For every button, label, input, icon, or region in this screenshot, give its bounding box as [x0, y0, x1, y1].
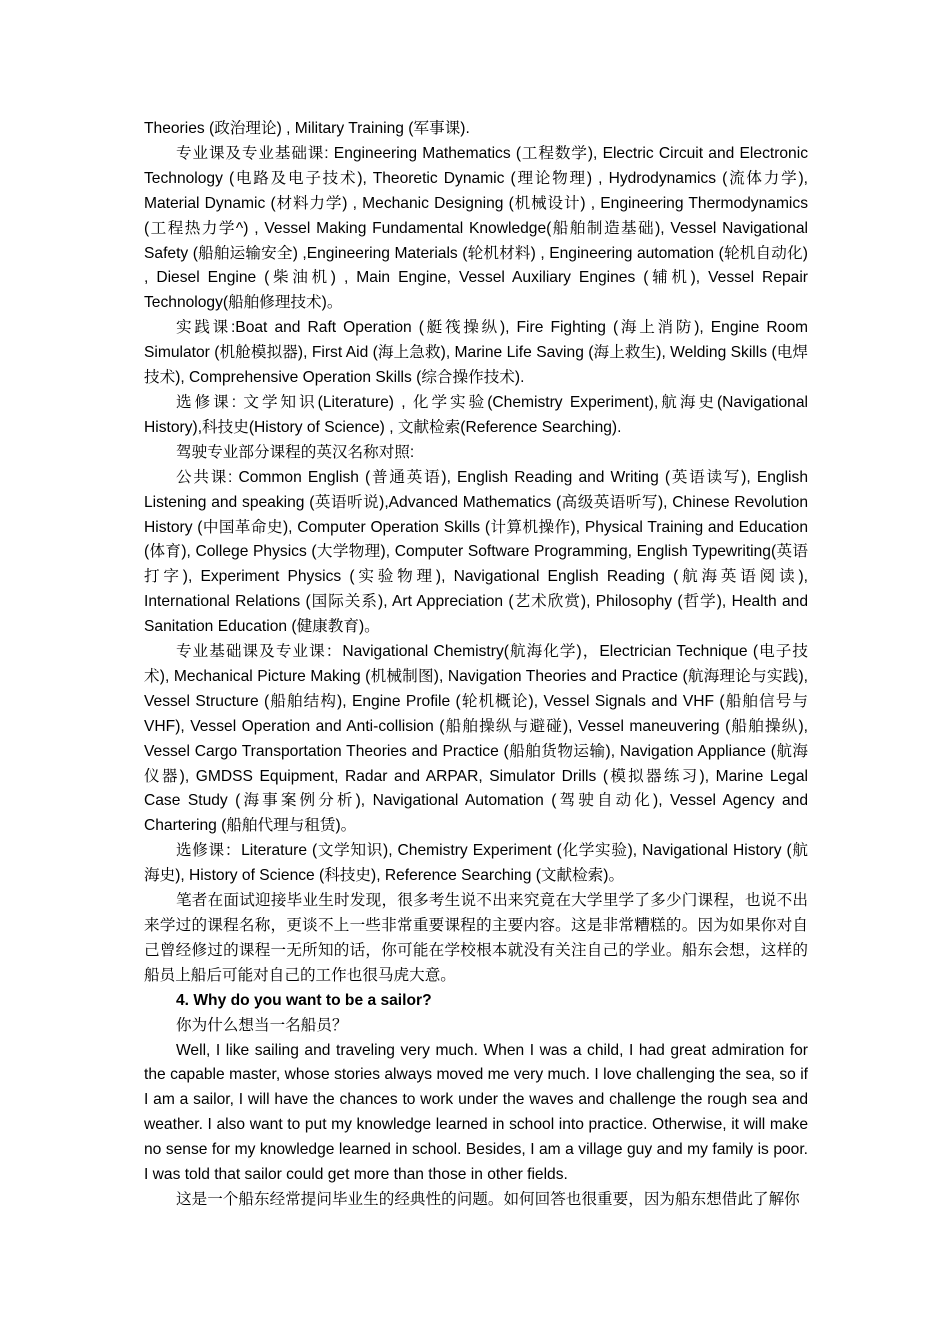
- question-heading: 4. Why do you want to be a sailor?: [176, 991, 432, 1009]
- commentary-paragraph: 这是一个船东经常提问毕业生的经典性的问题。如何回答也很重要，因为船东想借此了解你: [176, 1190, 800, 1208]
- question-translation: 你为什么想当一名船员？: [176, 1016, 348, 1034]
- paragraph-practice-courses: 实践课:Boat and Raft Operation (艇筏操纵), Fire Fighting (海上消防), Engine Room Simulator (机舱模拟器), First Aid (海上急救), Marine Life Saving (海上救生), Welding Skills (电焊技术), Comprehensive Operation Skills (综合操作技术).: [144, 319, 808, 387]
- paragraph-navigation-heading: 驾驶专业部分课程的英汉名称对照:: [176, 443, 415, 461]
- paragraph-navigation-electives: 选修课：Literature (文学知识), Chemistry Experiment (化学实验), Navigational History (航海史), History of Science (科技史), Reference Searching (文献检索)。: [144, 842, 808, 885]
- paragraph-engineering-courses: 专业课及专业基础课: Engineering Mathematics (工程数学), Electric Circuit and Electronic Technology (电路及电子技术), Theoretic Dynamic (理论物理) , Hydrodynamics (流体力学), Material Dynamic (材料力学) , Mechanic Designing (机械设计) , Engineering Thermodynamics (工程热力学^) , Vessel Making Fundamental Knowledge(船舶制造基础), Vessel Navigational Safety (船舶运输安全) ,Engineering Materials (轮机材料) , Engineering automation (轮机自动化) , Diesel Engine (柴油机) , Main Engine, Vessel Auxiliary Engines (辅机), Vessel Repair Technology(船舶修理技术)。: [144, 144, 808, 312]
- paragraph-elective-courses: 选修课: 文学知识(Literature) , 化学实验(Chemistry Experiment),航海史(Navigational History),科技史(History of Science) , 文献检索(Reference Searching).: [144, 393, 808, 436]
- paragraph-theories: Theories (政治理论) , Military Training (军事课).: [144, 120, 470, 137]
- document-page: [144, 117, 808, 1213]
- paragraph-navigation-professional: 专业基础课及专业课：Navigational Chemistry(航海化学)，Electrician Technique (电子技术), Mechanical Picture Making (机械制图), Navigation Theories and Practice (航海理论与实践), Vessel Structure (船舶结构), Engine Profile (轮机概论), Vessel Signals and VHF (船舶信号与VHF), Vessel Operation and Anti-collision (船舶操纵与避碰), Vessel maneuvering (船舶操纵), Vessel Cargo Transportation Theories and Practice (船舶货物运输), Navigation Appliance (航海仪器), GMDSS Equipment, Radar and ARPAR, Simulator Drills (模拟器练习), Marine Legal Case Study (海事案例分析), Navigational Automation (驾驶自动化), Vessel Agency and Chartering (船舶代理与租赁)。: [144, 643, 808, 835]
- answer-paragraph: Well, I like sailing and traveling very much. When I was a child, I had great admiration for the capable master, whose stories always moved me very much. I love challenging the sea, so if I am a sailor, I will have the chances to work under the waves and challenge the rough sea and weather. I also want to put my knowledge learned in school into practice. Otherwise, it will make no sense for my knowledge learned in school. Besides, I am a village guy and my family is poor. I was told that sailor could get more than those in other fields.: [144, 1041, 808, 1184]
- paragraph-author-note: 笔者在面试迎接毕业生时发现，很多考生说不出来究竟在大学里学了多少门课程，也说不出来学过的课程名称，更谈不上一些非常重要课程的主要内容。这是非常糟糕的。因为如果你对自己曾经修过的课程一无所知的话，你可能在学校根本就没有关注自己的学业。船东会想，这样的船员上船后可能对自己的工作也很马虎大意。: [144, 892, 808, 984]
- paragraph-public-courses: 公共课: Common English (普通英语), English Reading and Writing (英语读写), English Listening and speaking (英语听说),Advanced Mathematics (高级英语听写), Chinese Revolution History (中国革命史), Computer Operation Skills (计算机操作), Physical Training and Education (体育), College Physics (大学物理), Computer Software Programming, English Typewriting(英语打字), Experiment Physics (实验物理), Navigational English Reading (航海英语阅读), International Relations (国际关系), Art Appreciation (艺术欣赏), Philosophy (哲学), Health and Sanitation Education (健康教育)。: [144, 468, 808, 636]
